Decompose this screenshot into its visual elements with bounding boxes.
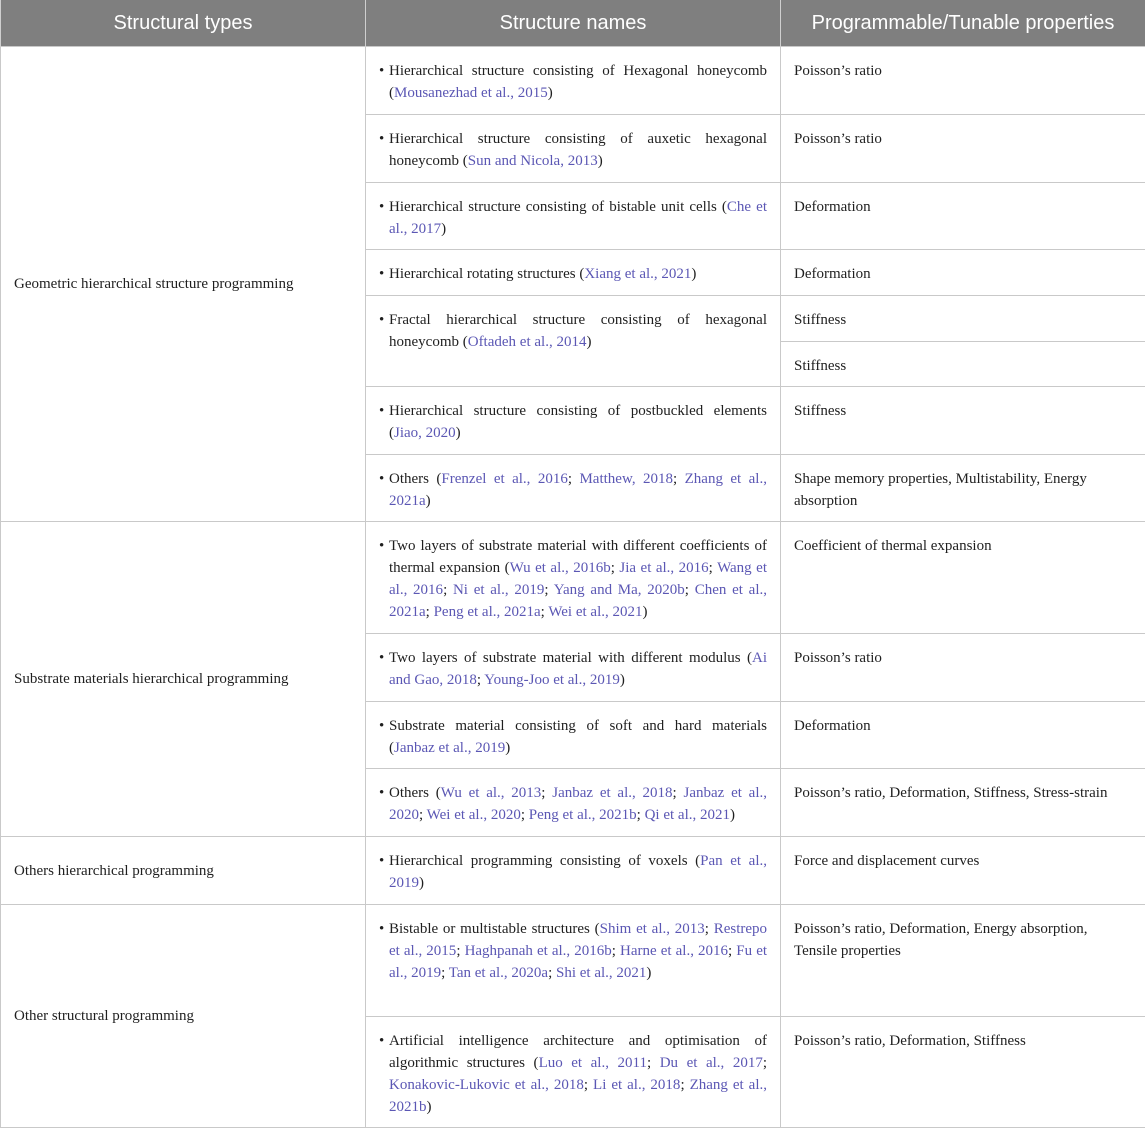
text-segment: ; xyxy=(541,604,549,620)
text-segment: ; xyxy=(685,582,695,598)
structure-name-cell xyxy=(366,47,781,115)
citation-link[interactable]: Pan et al., 2019 xyxy=(389,853,767,891)
structure-name-text xyxy=(389,535,767,623)
citation-link[interactable]: Peng et al., 2021b xyxy=(529,807,637,823)
text-segment: ) xyxy=(620,672,625,688)
citation-link[interactable]: Luo et al., 2011 xyxy=(539,1055,647,1071)
text-segment: Hierarchical programming consisting of voxels ( xyxy=(389,853,700,869)
bullet-icon: • xyxy=(379,647,389,691)
text-segment: ) xyxy=(441,221,446,237)
citation-link[interactable]: Xiang et al., 2021 xyxy=(584,266,691,282)
text-segment: ; xyxy=(673,785,684,801)
structural-type-cell: Substrate materials hierarchical programming xyxy=(1,522,366,837)
text-segment: ) xyxy=(646,965,651,981)
citation-link[interactable]: Fu et al., 2019 xyxy=(389,943,767,981)
bullet-icon: • xyxy=(379,850,389,894)
text-segment: ; xyxy=(441,965,449,981)
structure-name-cell xyxy=(366,387,781,455)
structural-type-cell: Other structural programming xyxy=(1,905,366,1128)
text-segment: ) xyxy=(456,425,461,441)
bullet-icon: • xyxy=(379,400,389,444)
citation-link[interactable]: Wei et al., 2020 xyxy=(427,807,521,823)
citation-link[interactable]: Chen et al., 2021a xyxy=(389,582,767,620)
text-segment: ; xyxy=(763,1055,767,1071)
property-cell: Shape memory properties, Multistability, Energy absorption xyxy=(781,455,1145,522)
bullet-icon: • xyxy=(379,535,389,623)
citation-link[interactable]: Oftadeh et al., 2014 xyxy=(468,334,587,350)
table-row xyxy=(1,837,1145,905)
citation-link[interactable]: Young-Joo et al., 2019 xyxy=(484,672,620,688)
text-segment: ) xyxy=(548,85,553,101)
property-cell: Stiffness xyxy=(781,296,1145,342)
citation-link[interactable]: Yang and Ma, 2020b xyxy=(554,582,685,598)
table-row xyxy=(1,522,1145,634)
text-segment: ; xyxy=(584,1077,593,1093)
text-segment: ; xyxy=(456,943,464,959)
structure-name-text xyxy=(389,715,767,759)
text-segment: ) xyxy=(691,266,696,282)
citation-link[interactable]: Che et al., 2017 xyxy=(389,199,767,237)
structure-name-cell xyxy=(366,296,781,387)
bullet-icon: • xyxy=(379,715,389,759)
structure-entry xyxy=(379,400,767,444)
property-cell: Stiffness xyxy=(781,387,1145,455)
text-segment: Others ( xyxy=(389,471,441,487)
citation-link[interactable]: Shi et al., 2021 xyxy=(556,965,646,981)
property-cell: Poisson’s ratio xyxy=(781,634,1145,702)
property-cell: Deformation xyxy=(781,702,1145,769)
citation-link[interactable]: Wu et al., 2013 xyxy=(441,785,542,801)
text-segment: Hierarchical rotating structures ( xyxy=(389,266,584,282)
structure-name-text xyxy=(389,468,767,512)
structure-entry xyxy=(379,60,767,104)
text-segment: Hierarchical structure consisting of auxetic hexagonal honeycomb ( xyxy=(389,131,767,169)
citation-link[interactable]: Ai and Gao, 2018 xyxy=(389,650,767,688)
structure-name-cell xyxy=(366,769,781,837)
citation-link[interactable]: Mousanezhad et al., 2015 xyxy=(394,85,548,101)
structure-entry xyxy=(379,468,767,512)
structure-entry xyxy=(379,309,767,353)
text-segment: ; xyxy=(611,560,620,576)
structure-name-text xyxy=(389,128,767,172)
structure-entry xyxy=(379,782,767,826)
header-programmable-properties: Programmable/Tunable properties xyxy=(781,0,1145,47)
citation-link[interactable]: Qi et al., 2021 xyxy=(645,807,730,823)
structure-name-text xyxy=(389,918,767,984)
structure-entry xyxy=(379,1030,767,1118)
text-segment: ) xyxy=(598,153,603,169)
citation-link[interactable]: Peng et al., 2021a xyxy=(434,604,541,620)
table-row xyxy=(1,47,1145,115)
bullet-icon: • xyxy=(379,918,389,984)
text-segment: ; xyxy=(728,943,736,959)
text-segment: Artificial intelligence architecture and optimisation of algorithmic structures ( xyxy=(389,1033,767,1071)
structure-name-cell xyxy=(366,837,781,905)
citation-link[interactable]: Konakovic-Lukovic et al., 2018 xyxy=(389,1077,584,1093)
structure-name-cell xyxy=(366,702,781,769)
structural-type-cell: Geometric hierarchical structure programming xyxy=(1,47,366,522)
structure-name-cell xyxy=(366,1017,781,1128)
citation-link[interactable]: Sun and Nicola, 2013 xyxy=(468,153,598,169)
structure-entry xyxy=(379,196,767,240)
header-row xyxy=(1,0,1145,47)
structure-name-text xyxy=(389,647,767,691)
citation-link[interactable]: Zhang et al., 2021a xyxy=(389,471,767,509)
structure-entry xyxy=(379,850,767,894)
citation-link[interactable]: Jiao, 2020 xyxy=(394,425,456,441)
structure-entry xyxy=(379,715,767,759)
structure-entry xyxy=(379,647,767,691)
structure-name-cell xyxy=(366,905,781,1017)
structural-type-cell: Others hierarchical programming xyxy=(1,837,366,905)
property-cell: Poisson’s ratio, Deformation, Stiffness xyxy=(781,1017,1145,1128)
citation-link[interactable]: Janbaz et al., 2019 xyxy=(394,740,505,756)
text-segment: ) xyxy=(426,493,431,509)
text-segment: ; xyxy=(443,582,453,598)
structure-name-cell xyxy=(366,522,781,634)
structure-entry xyxy=(379,263,767,285)
text-segment: Substrate material consisting of soft and hard materials ( xyxy=(389,718,767,756)
property-cell: Poisson’s ratio, Deformation, Energy absorption, Tensile properties xyxy=(781,905,1145,1017)
text-segment: ) xyxy=(419,875,424,891)
citation-link[interactable]: Restrepo et al., 2015 xyxy=(389,921,767,959)
citation-link[interactable]: Wei et al., 2021 xyxy=(548,604,642,620)
text-segment: Others ( xyxy=(389,785,441,801)
structure-name-cell xyxy=(366,634,781,702)
structure-name-text xyxy=(389,782,767,826)
structure-name-text xyxy=(389,400,767,444)
property-cell: Poisson’s ratio xyxy=(781,115,1145,183)
text-segment: ; xyxy=(544,582,553,598)
citation-link[interactable]: Tan et al., 2020a xyxy=(449,965,548,981)
text-segment: ; xyxy=(647,1055,660,1071)
text-segment: ; xyxy=(705,921,714,937)
text-segment: ; xyxy=(673,471,685,487)
text-segment: ; xyxy=(637,807,645,823)
citation-link[interactable]: Li et al., 2018 xyxy=(593,1077,680,1093)
structure-entry xyxy=(379,535,767,623)
text-segment: ; xyxy=(548,965,556,981)
text-segment: ; xyxy=(541,785,552,801)
bullet-icon: • xyxy=(379,196,389,240)
bullet-icon: • xyxy=(379,128,389,172)
structure-name-text xyxy=(389,850,767,894)
text-segment: ; xyxy=(709,560,717,576)
property-cell: Force and displacement curves xyxy=(781,837,1145,905)
bullet-icon: • xyxy=(379,60,389,104)
text-segment: Two layers of substrate material with different modulus ( xyxy=(389,650,752,666)
text-segment: ) xyxy=(643,604,648,620)
structure-name-text xyxy=(389,60,767,104)
structure-name-cell xyxy=(366,115,781,183)
bullet-icon: • xyxy=(379,468,389,512)
text-segment: Fractal hierarchical structure consisting of hexagonal honeycomb ( xyxy=(389,312,767,350)
property-cell: Poisson’s ratio xyxy=(781,47,1145,115)
structure-name-text xyxy=(389,1030,767,1118)
bullet-icon: • xyxy=(379,263,389,285)
text-segment: ; xyxy=(477,672,484,688)
text-segment: Hierarchical structure consisting of Hexagonal honeycomb ( xyxy=(389,63,767,101)
citation-link[interactable]: Harne et al., 2016 xyxy=(620,943,728,959)
citation-link[interactable]: Haghpanah et al., 2016b xyxy=(465,943,612,959)
text-segment: ; xyxy=(419,807,427,823)
property-cell: Poisson’s ratio, Deformation, Stiffness, Stress-strain xyxy=(781,769,1145,837)
text-segment: ) xyxy=(505,740,510,756)
citation-link[interactable]: Ni et al., 2019 xyxy=(453,582,544,598)
text-segment: ; xyxy=(612,943,620,959)
citation-link[interactable]: Wu et al., 2016b xyxy=(510,560,611,576)
text-segment: Bistable or multistable structures ( xyxy=(389,921,600,937)
citation-link[interactable]: Zhang et al., 2021b xyxy=(389,1077,767,1115)
citation-link[interactable]: Janbaz et al., 2018 xyxy=(552,785,672,801)
citation-link[interactable]: Shim et al., 2013 xyxy=(600,921,705,937)
header-structure-names: Structure names xyxy=(366,0,781,47)
bullet-icon: • xyxy=(379,309,389,353)
structure-name-cell xyxy=(366,183,781,250)
bullet-icon: • xyxy=(379,1030,389,1118)
text-segment: ; xyxy=(680,1077,689,1093)
citation-link[interactable]: Wang et al., 2016 xyxy=(389,560,767,598)
text-segment: ) xyxy=(730,807,735,823)
property-cell: Deformation xyxy=(781,183,1145,250)
structure-name-cell xyxy=(366,455,781,522)
structure-name-text xyxy=(389,196,767,240)
table-body xyxy=(1,47,1145,1128)
bullet-icon: • xyxy=(379,782,389,826)
citation-link[interactable]: Frenzel et al., 2016 xyxy=(441,471,567,487)
citation-link[interactable]: Matthew, 2018 xyxy=(579,471,673,487)
structure-entry xyxy=(379,128,767,172)
property-cell: Stiffness xyxy=(781,342,1145,387)
structure-name-text xyxy=(389,309,767,353)
text-segment: Two layers of substrate material with different coefficients of thermal expansion ( xyxy=(389,538,767,576)
text-segment: ; xyxy=(521,807,529,823)
citation-link[interactable]: Jia et al., 2016 xyxy=(619,560,708,576)
citation-link[interactable]: Janbaz et al., 2020 xyxy=(389,785,767,823)
header-structural-types: Structural types xyxy=(1,0,366,47)
property-cell: Coefficient of thermal expansion xyxy=(781,522,1145,634)
text-segment: ) xyxy=(427,1099,432,1115)
text-segment: ; xyxy=(426,604,434,620)
text-segment: ; xyxy=(568,471,580,487)
text-segment: Hierarchical structure consisting of bistable unit cells ( xyxy=(389,199,727,215)
structure-entry xyxy=(379,918,767,984)
property-cell: Deformation xyxy=(781,250,1145,296)
citation-link[interactable]: Du et al., 2017 xyxy=(660,1055,763,1071)
text-segment: ) xyxy=(586,334,591,350)
table-row xyxy=(1,905,1145,1017)
structure-name-text xyxy=(389,263,767,285)
text-segment: Hierarchical structure consisting of postbuckled elements ( xyxy=(389,403,767,441)
structure-name-cell xyxy=(366,250,781,296)
